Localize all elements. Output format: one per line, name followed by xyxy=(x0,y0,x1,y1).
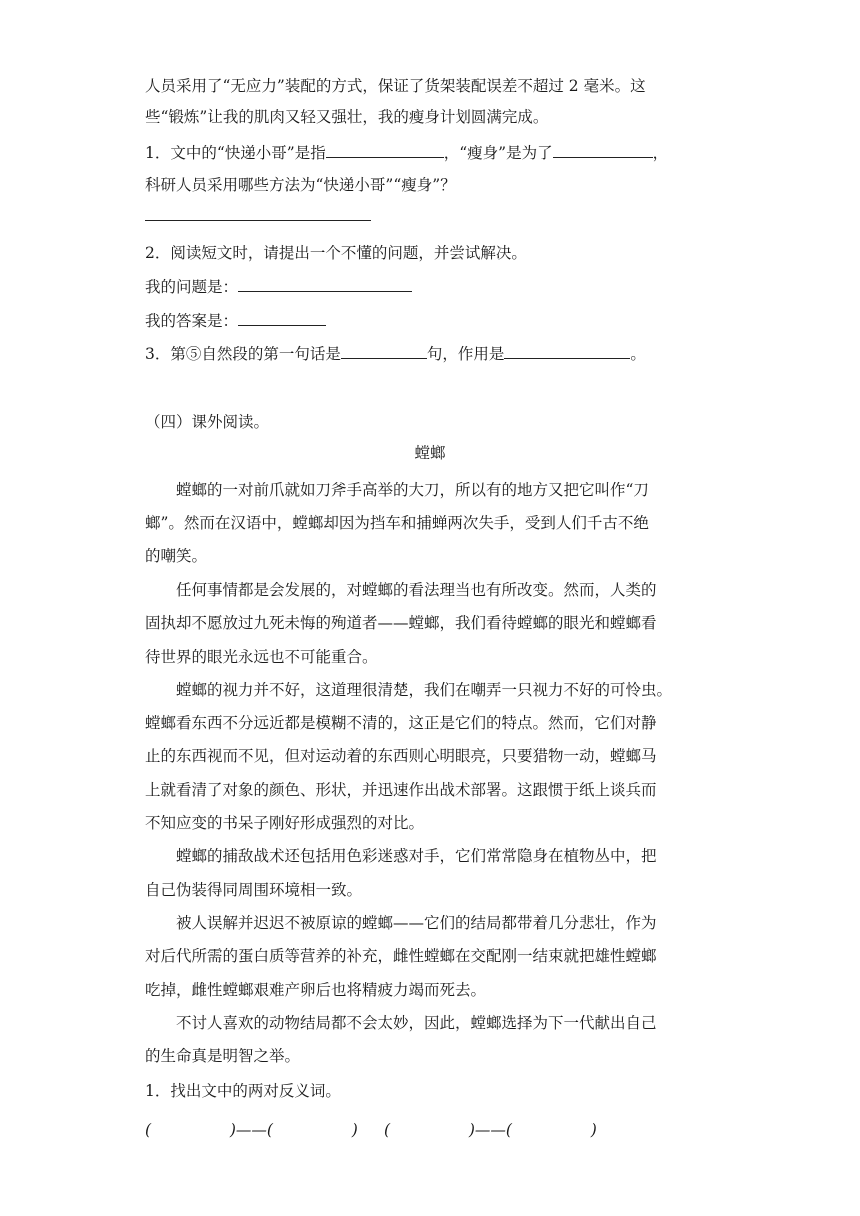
paragraph-line: 对后代所需的蛋白质等营养的补充，雌性螳螂在交配刚一结束就把雄性螳螂 xyxy=(145,947,657,965)
paragraph-line: 不讨人喜欢的动物结局都不会太妙，因此，螳螂选择为下一代献出自己 xyxy=(176,1014,657,1032)
paragraph-line: 螳螂的视力并不好，这道理很清楚，我们在嘲弄一只视力不好的可怜虫。 xyxy=(176,681,673,699)
passage-line: 些“锻炼”让我的肌肉又轻又强壮，我的瘦身计划圆满完成。 xyxy=(145,108,549,126)
paragraph-line: 待世界的眼光永远也不可能重合。 xyxy=(145,648,378,666)
paragraph-line: 任何事情都是会发展的，对螳螂的看法理当也有所改变。然而，人类的 xyxy=(176,581,657,599)
paragraph-line: 的嘲笑。 xyxy=(145,547,208,565)
answer-line[interactable] xyxy=(145,220,371,221)
antonym-pair-1[interactable]: ( )——( ) xyxy=(145,1121,358,1139)
question-1 xyxy=(145,143,725,163)
my-answer xyxy=(145,311,725,331)
paragraph-line: 的生命真是明智之举。 xyxy=(145,1047,301,1065)
question-1-line2: 科研人员采用哪些方法为“快递小哥”“瘦身”？ xyxy=(145,176,456,194)
answer-blank[interactable] xyxy=(238,277,412,292)
q3-end: 。 xyxy=(630,345,646,363)
paragraph-line: 被人误解并迟迟不被原谅的螳螂——它们的结局都带着几分悲壮，作为 xyxy=(176,914,657,932)
passage-line: 人员采用了“无应力”装配的方式，保证了货架装配误差不超过 2 毫米。这 xyxy=(145,77,646,95)
answer-blank[interactable] xyxy=(326,143,444,158)
article-title: 螳螂 xyxy=(414,444,446,462)
q3-prefix: 3．第⑤自然段的第一句话是 xyxy=(145,345,341,363)
q3-mid: 句，作用是 xyxy=(426,345,505,363)
paragraph-line: 止的东西视而不见，但对运动着的东西则心明眼亮，只要猎物一动，螳螂马 xyxy=(145,747,657,765)
section-heading: （四）课外阅读。 xyxy=(145,413,270,431)
answer-blank[interactable] xyxy=(553,143,653,158)
question-label: 我的问题是： xyxy=(145,278,239,296)
answer-blank[interactable] xyxy=(504,344,630,359)
q1-prefix: 1．文中的“快递小哥”是指 xyxy=(145,144,326,162)
paragraph-line: 固执却不愿放过九死未悔的殉道者——螳螂，我们看待螳螂的眼光和螳螂看 xyxy=(145,614,657,632)
reading-question-1: 1．找出文中的两对反义词。 xyxy=(145,1082,341,1100)
my-question xyxy=(145,277,725,297)
antonym-pair-2[interactable]: ( )——( ) xyxy=(384,1121,597,1139)
answer-blank[interactable] xyxy=(341,344,427,359)
paragraph-line: 螳螂看东西不分远近都是模糊不清的，这正是它们的特点。然而，它们对静 xyxy=(145,714,657,732)
paragraph-line: 吃掉，雌性螳螂艰难产卵后也将精疲力竭而死去。 xyxy=(145,981,487,999)
paragraph-line: 不知应变的书呆子刚好形成强烈的对比。 xyxy=(145,814,425,832)
paragraph-line: 螳螂的捕敌战术还包括用色彩迷惑对手，它们常常隐身在植物丛中，把 xyxy=(176,847,657,865)
paragraph-line: 上就看清了对象的颜色、形状，并迅速作出战术部署。这跟惯于纸上谈兵而 xyxy=(145,781,657,799)
question-3 xyxy=(145,344,725,364)
paragraph-line: 螂”。然而在汉语中，螳螂却因为挡车和捕蝉两次失手，受到人们千古不绝 xyxy=(145,514,649,532)
question-2: 2．阅读短文时，请提出一个不懂的问题，并尝试解决。 xyxy=(145,244,527,262)
q1-mid: ，“瘦身”是为了 xyxy=(443,144,553,162)
answer-blank[interactable] xyxy=(238,311,326,326)
q1-end: ， xyxy=(652,144,669,162)
paragraph-line: 螳螂的一对前爪就如刀斧手高举的大刀，所以有的地方又把它叫作“刀 xyxy=(176,481,649,499)
answer-label: 我的答案是： xyxy=(145,312,239,330)
paragraph-line: 自己伪装得同周围环境相一致。 xyxy=(145,881,363,899)
